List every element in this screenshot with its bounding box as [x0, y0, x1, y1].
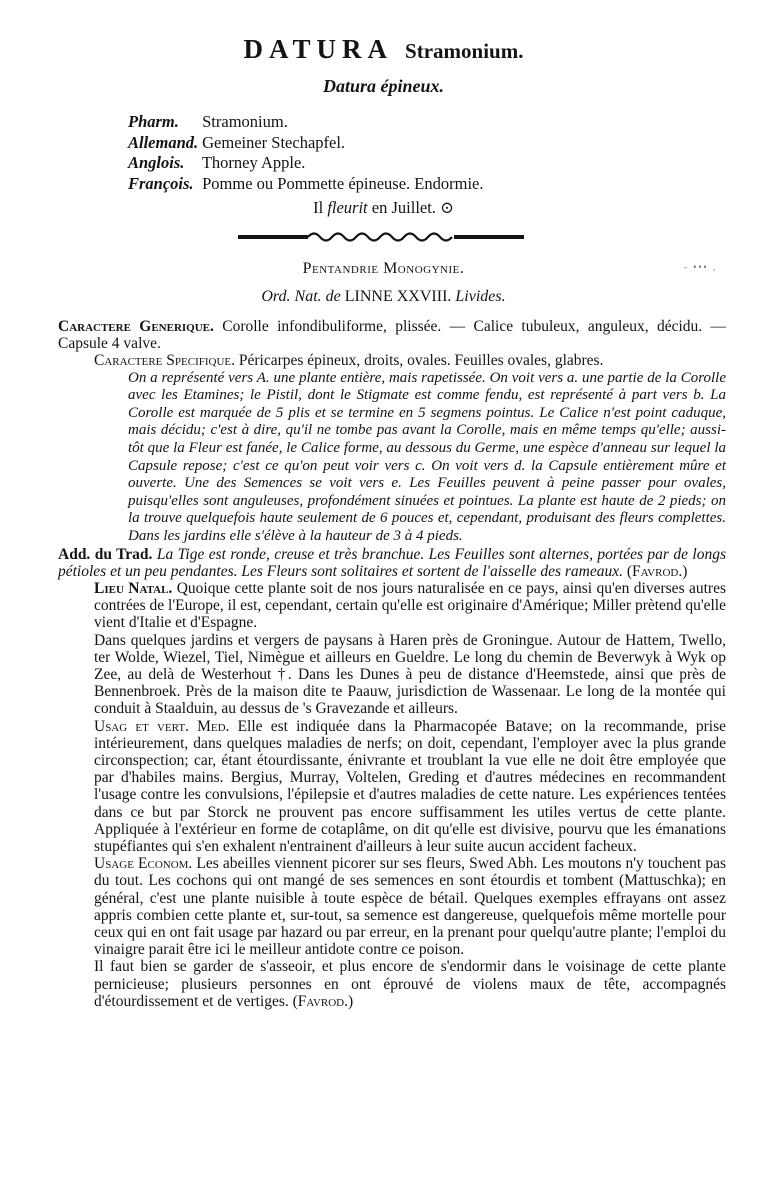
vernacular-name-row [128, 153, 484, 174]
flowering-time: en Juillet. [371, 198, 436, 217]
medical-use [58, 718, 726, 856]
generic-label: Caractere Generique. [58, 318, 214, 335]
natural-order-line [0, 288, 767, 306]
vernacular-name: Thorney Apple. [201, 153, 306, 172]
translator-author: (Favrod.) [626, 562, 688, 580]
localities: Dans quelques jardins et vergers de paysans à Haren près de Groningue. Autour de Hattem, Twello, ter Wolde, Wiezel, Tiel, Nimègue et ailleurs en Gueldre. Le long du chemin de Beverwyk à Wyk op Zee, au delà de Westerhout †. Dans les Dunes à peu de distance d'Heemstede, ainsi que près de Bennenbroek. Près de la maison dite te Paauw, jurisdiction de Wassenaar. Le long de la montée qui conduit à Staalduin, au dessus de 's Gravezande et ailleurs. [94, 631, 726, 718]
vernacular-name: Gemeiner Stechapfel. [202, 132, 346, 152]
ord-group: Livides. [455, 288, 506, 305]
genus-name: DATURA [243, 34, 394, 64]
closing-text: Il faut bien se garder de s'asseoir, et plus encore de s'endormir dans le voisinage de cette plante pernicieuse; plusieurs personnes en ont éprouvé de violens maux de tête, accompagnés d'étourdissement et de vertiges. [94, 958, 726, 1010]
vernacular-name: Pomme ou Pommette épineuse. Endormie. [202, 173, 484, 193]
page-title [0, 34, 767, 65]
generic-character [58, 318, 726, 352]
vernacular-name-row [128, 112, 484, 133]
margin-mark: - ••• , [684, 262, 718, 272]
species-name: Stramonium. [405, 39, 524, 63]
main-text [58, 318, 726, 1010]
language-label: Allemand. [128, 132, 199, 152]
ord-author: LINNE XXVIII. [344, 288, 452, 305]
flowering-line [0, 198, 767, 218]
economic-use-text: Les abeilles viennent picorer sur ses fleurs, Swed Abh. Les moutons n'y touchent pas du tout. Les cochons qui ont mangé de ses semences en sont étourdis et tombent (Mattuschka); en général, c'est une plante nuisible à toute espèce de bétail. Quelques exemples effrayans ont assez appris combien cette plante et, sur-tout, sa semence est dangereuse, quelquefois même mortelle pour ceux qui en ont fait usage par hazard ou par erreur, en la prenant pour quelqu'autre plante; l'emploi du vinaigre parait être ici le meilleur antidote contre ce poison. [94, 855, 727, 959]
plate-description: On a représenté vers A. une plante entière, mais rapetissée. On voit vers a. une partie de la Corolle avec les Etamines; le Pistil, dont le Stigmate est comme fendu, est représenté à part vers b. La Corolle est marquée de 5 plis et se termine en 5 segmens pointus. Le Calice n'est point caduque, mais décidu; c'est à dire, qu'il ne tombe pas avant la Corolle, mais en même temps qu'elle; aussi-tôt que la Fleur est fanée, le Calice forme, au dessous du Germe, une espèce d'anneau sur lequel la Capsule repose; c'est ce qu'on peut voir vers c. On voit vers d. la Capsule entièrement mûre et ouverte. Une des Semences se voit vers e. Les Feuilles peuvent à peine passer pour ovales, puisqu'elles sont anguleuses, profondément sinuées et pointues. La plante est haute de 2 pieds; on la trouve quelquefois haute seulement de 6 pouces et, cependant, produisant des fleurs complettes. Dans les jardins elle s'élève à la hauteur de 3 à 4 pieds. [128, 369, 726, 544]
native-place-text: Quoique cette plante soit de nos jours naturalisée en ce pays, ainsi qu'en diverses autres contrées de l'Europe, il est, cependant, certain qu'elle est originaire d'Amérique; Miller prètend qu'elle vient d'Italie et d'Espagne. [94, 579, 726, 632]
specific-label: Caractere Specifique. [94, 352, 235, 370]
annual-symbol-icon: ⊙ [440, 198, 454, 217]
vernacular-name-row [128, 133, 484, 154]
flowering-verb: fleurit [327, 198, 368, 217]
economic-use [58, 855, 726, 958]
language-label: Anglois. [128, 153, 185, 172]
specific-text: Péricarpes épineux, droits, ovales. Feuilles ovales, glabres. [238, 352, 604, 370]
flowering-prefix: Il [313, 198, 324, 217]
french-common-name: Datura épineux. [322, 76, 445, 96]
native-place-label: Lieu Natal. [94, 579, 173, 597]
medical-use-text: Elle est indiquée dans la Pharmacopée Batave; on la recommande, prise intérieurement, dans quelques maladies de nerfs; on doit, cependant, l'employer avec la plus grande circonspection; car, étant étourdissante, énivrante et troublant la vue elle ne doit être employée que par d'habiles mains. Bergius, Murray, Voltelen, Greding et d'autres médecines en recommandent l'usage contre les convulsions, l'épilepsie et d'autres maladies de cette nature. Les expériences tentées dans ce but par Storck ne prouvent pas encore suffisamment les utiles vertus de cette plante. Appliquée à l'extérieur en forme de cotaplâme, on dit qu'elle est divisive, pourvu que les émanations stupéfiantes qui s'en exhalent n'entrainent d'ailleurs à leur suite aucun accident facheux. [94, 717, 726, 855]
translator-addition [58, 546, 726, 580]
specific-character [58, 352, 726, 369]
linnaean-class: Pentandrie Monogynie. [302, 260, 465, 277]
vernacular-names-list [128, 112, 484, 194]
closing-author: (Favrod.) [292, 992, 354, 1010]
translator-text: La Tige est ronde, creuse et très branchue. Les Feuilles sont alternes, portées par de longs pétioles et un peu pendantes. Les Fleurs sont solitaires et sortent de l'aisselle des rameaux. [58, 545, 726, 580]
closing-warning [58, 958, 726, 1010]
language-label: François. [128, 173, 194, 193]
native-place [58, 580, 726, 632]
translator-label: Add. du Trad. [58, 545, 153, 563]
generic-text: Corolle infondibuliforme, plissée. — Calice tubuleux, anguleux, décidu. — Capsule 4 valve. [58, 318, 726, 353]
language-label: Pharm. [128, 112, 179, 131]
vernacular-name: Stramonium. [202, 112, 288, 131]
vernacular-name-row [128, 174, 484, 195]
medical-use-label: Usag et vert. Med. [94, 717, 230, 735]
ornament-divider-icon [238, 228, 524, 246]
ord-label: Ord. Nat. de [261, 288, 341, 305]
economic-use-label: Usage Econom. [94, 855, 193, 873]
